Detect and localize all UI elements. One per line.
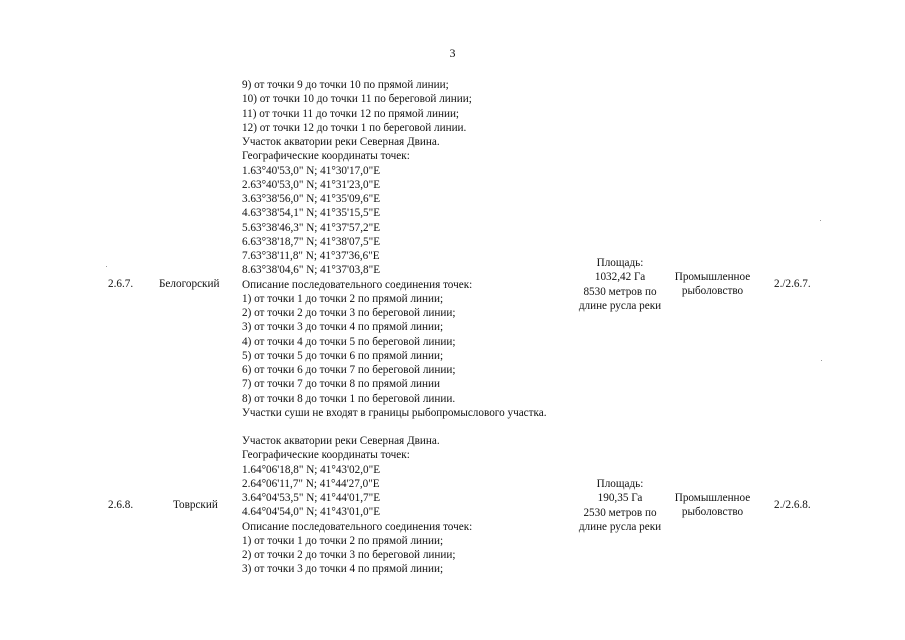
coordinate-line: 3.63°38'56,0" N; 41°35'09,6"E <box>242 193 381 205</box>
purpose-line: Промышленное <box>674 492 751 504</box>
coordinate-line: 4.64°04'54,0" N; 41°43'01,0"E <box>242 506 381 519</box>
scan-speck <box>820 220 821 221</box>
reference: 2./2.6.7. <box>774 278 811 290</box>
area-name: Товрский <box>173 499 218 511</box>
description-line: 3) от точки 3 до точки 4 по прямой линии; <box>242 321 444 334</box>
description-line: 3) от точки 3 до точки 4 по прямой линии; <box>242 563 444 576</box>
area-length: 8530 метров по <box>583 285 657 298</box>
coordinate-line: 2.64°06'11,7" N; 41°44'27,0"E <box>242 477 380 490</box>
area-info <box>570 477 670 534</box>
description-line: 5) от точки 5 до точки 6 по прямой линии; <box>242 349 444 362</box>
page-number: 3 <box>449 46 456 60</box>
row-number: 2.6.7. <box>108 278 134 290</box>
description-line: 4) от точки 4 до точки 5 по береговой линии; <box>242 335 456 348</box>
coordinate-line: 1.64°06'18,8" N; 41°43'02,0"E <box>242 463 381 476</box>
area-length: 2530 метров по <box>583 506 657 519</box>
description-note: Участки суши не входят в границы рыбопромыслового участка. <box>242 406 547 419</box>
row-number: 2.6.8. <box>108 499 134 511</box>
scan-speck <box>106 266 107 267</box>
purpose <box>665 270 760 299</box>
reference: 2./2.6.8. <box>774 499 811 511</box>
area-name: Белогорский <box>159 278 220 290</box>
boundary-description <box>242 434 568 577</box>
description-line: Участок акватории реки Северная Двина. <box>242 136 440 148</box>
purpose-line: рыболовство <box>681 285 744 298</box>
coordinate-line: 8.63°38'04,6" N; 41°37'03,8"E <box>242 264 381 277</box>
description-line: 1) от точки 1 до точки 2 по прямой линии; <box>242 292 444 305</box>
description-line: 12) от точки 12 до точки 1 по береговой линии. <box>242 121 467 134</box>
description-line: 10) от точки 10 до точки 11 по береговой линии; <box>242 93 472 106</box>
description-line: 8) от точки 8 до точки 1 по береговой линии. <box>242 392 456 405</box>
coordinate-line: 7.63°38'11,8" N; 41°37'36,6"E <box>242 250 380 262</box>
coordinate-line: 3.64°04'53,5" N; 41°44'01,7"E <box>242 492 381 504</box>
boundary-description <box>242 78 568 420</box>
description-line: 9) от точки 9 до точки 10 по прямой линии; <box>242 79 449 91</box>
scan-speck <box>821 360 822 361</box>
description-line: 6) от точки 6 до точки 7 по береговой линии; <box>242 364 456 376</box>
description-line: Географические координаты точек: <box>242 150 410 163</box>
coordinate-line: 2.63°40'53,0" N; 41°31'23,0"E <box>242 178 381 191</box>
description-line: 11) от точки 11 до точки 12 по прямой линии; <box>242 107 460 120</box>
coordinate-line: 4.63°38'54,1" N; 41°35'15,5"E <box>242 207 381 220</box>
purpose-line: Промышленное <box>674 271 751 283</box>
area-label: Площадь: <box>596 478 644 490</box>
purpose-line: рыболовство <box>681 506 744 519</box>
description-line: 2) от точки 2 до точки 3 по береговой линии; <box>242 549 456 561</box>
description-line: 2) от точки 2 до точки 3 по береговой линии; <box>242 307 456 319</box>
area-hectares: 1032,42 Га <box>594 271 646 284</box>
area-length-note: длине русла реки <box>578 520 662 533</box>
purpose <box>665 491 760 520</box>
coordinate-line: 1.63°40'53,0" N; 41°30'17,0"E <box>242 164 381 177</box>
area-length-note: длине русла реки <box>578 299 662 312</box>
description-line: Участок акватории реки Северная Двина. <box>242 435 440 447</box>
coordinate-line: 6.63°38'18,7" N; 41°38'07,5"E <box>242 235 381 248</box>
area-info <box>570 256 670 313</box>
description-line: 1) от точки 1 до точки 2 по прямой линии; <box>242 534 444 547</box>
description-line: Описание последовательного соединения точек: <box>242 278 473 291</box>
description-line: 7) от точки 7 до точки 8 по прямой линии <box>242 378 440 391</box>
area-hectares: 190,35 Га <box>597 492 643 505</box>
description-line: Описание последовательного соединения точек: <box>242 520 473 533</box>
area-label: Площадь: <box>596 257 644 269</box>
coordinate-line: 5.63°38'46,3" N; 41°37'57,2"E <box>242 221 381 234</box>
description-line: Географические координаты точек: <box>242 449 410 462</box>
